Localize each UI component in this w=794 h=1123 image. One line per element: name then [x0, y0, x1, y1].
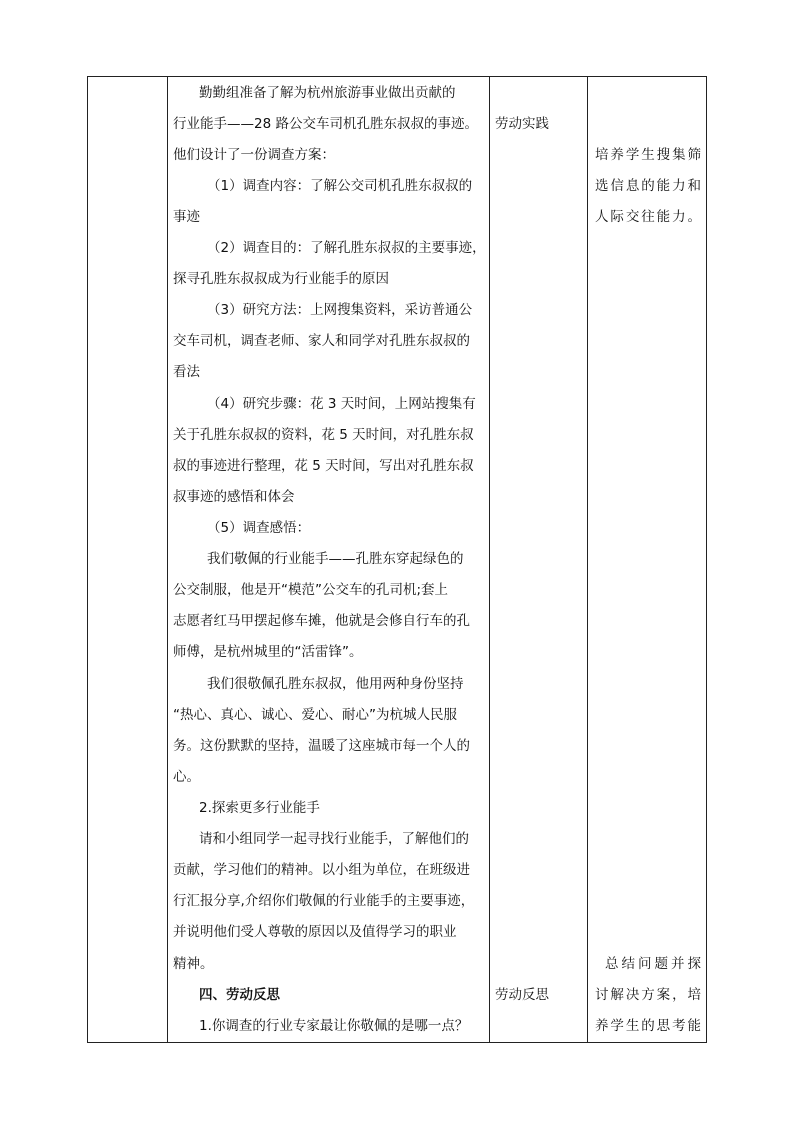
table-border-col3 [489, 76, 490, 1043]
activity-text-line: 请和小组同学一起寻找行业能手，了解他们的 [199, 831, 469, 847]
section-heading: 四、劳动反思 [199, 987, 280, 1003]
design-intent-reflection [595, 949, 701, 1042]
activity-text-line: 志愿者红马甲摆起修车摊，他就是会修自行车的孔 [173, 613, 470, 629]
activity-text-line: 探寻孔胜东叔叔成为行业能手的原因 [173, 271, 389, 287]
reflection-question: 1.你调查的行业专家最让你敬佩的是哪一点？ [199, 1018, 469, 1034]
table-bottom-border [87, 1042, 706, 1043]
activity-text-line: 关于孔胜东叔叔的资料，花 5 天时间，对孔胜东叔 [173, 427, 474, 443]
table-border-col4 [587, 76, 588, 1043]
table-border-left [87, 76, 88, 1043]
activity-text-line: 看法 [173, 364, 200, 380]
survey-purpose-item: （2）调查目的：了解孔胜东叔叔的主要事迹， [207, 240, 486, 256]
activity-text-line: 交车司机，调查老师、家人和同学对孔胜东叔叔的 [173, 333, 470, 349]
activity-text-line: 行业能手——28 路公交车司机孔胜东叔叔的事迹。 [173, 116, 478, 132]
activity-text-line: “热心、真心、诚心、爱心、耐心”为杭城人民服 [173, 707, 457, 723]
activity-text-line: 叔事迹的感悟和体会 [173, 489, 295, 505]
activity-text-line: 并说明他们受人尊敬的原因以及值得学习的职业 [173, 924, 457, 940]
research-steps-item: （4）研究步骤：花 3 天时间，上网站搜集有 [207, 396, 476, 412]
survey-reflection-item: （5）调查感悟： [207, 520, 311, 536]
activity-text-line: 他们设计了一份调查方案： [173, 147, 335, 163]
intent-line: 讨解决方案，培 [595, 987, 701, 1003]
activity-text-line: 行汇报分享,介绍你们敬佩的行业能手的主要事迹， [173, 893, 475, 909]
table-border-right [706, 76, 707, 1043]
intent-line: 培养学生搜集筛 [595, 147, 701, 163]
survey-content-item: （1）调查内容：了解公交司机孔胜东叔叔的 [207, 178, 473, 194]
activity-text-line: 我们敬佩的行业能手——孔胜东穿起绿色的 [207, 551, 464, 567]
activity-text-line: 务。这份默默的坚持，温暖了这座城市每一个人的 [173, 738, 470, 754]
table-top-border [87, 76, 706, 77]
activity-text-line: 叔的事迹进行整理，花 5 天时间，写出对孔胜东叔 [173, 458, 474, 474]
intent-line: 养学生的思考能 [595, 1018, 701, 1034]
activity-text-line: 师傅，是杭州城里的“活雷锋”。 [173, 644, 363, 660]
activity-text-line: 我们很敬佩孔胜东叔叔，他用两种身份坚持 [207, 676, 464, 692]
table-border-col2 [167, 76, 168, 1043]
intent-line: 人际交往能力。 [595, 209, 701, 225]
activity-text-line: 精神。 [173, 956, 214, 972]
section-subheading: 2.探索更多行业能手 [199, 800, 320, 816]
intent-line: 总结问题并探 [605, 956, 701, 972]
activity-text-line: 事迹 [173, 209, 200, 225]
activity-text-line: 公交制服，他是开“模范”公交车的孔司机;套上 [173, 582, 449, 598]
activity-text-line: 勤勤组准备了解为杭州旅游事业做出贡献的 [199, 85, 456, 101]
design-intent-practice [595, 140, 701, 233]
research-method-item: （3）研究方法：上网搜集资料，采访普通公 [207, 302, 473, 318]
activity-text-line: 心。 [173, 769, 200, 785]
activity-text-line: 贡献，学习他们的精神。以小组为单位，在班级进 [173, 862, 470, 878]
stage-label-reflection: 劳动反思 [495, 987, 549, 1003]
stage-label-practice: 劳动实践 [495, 116, 549, 132]
intent-line: 选信息的能力和 [595, 178, 701, 194]
